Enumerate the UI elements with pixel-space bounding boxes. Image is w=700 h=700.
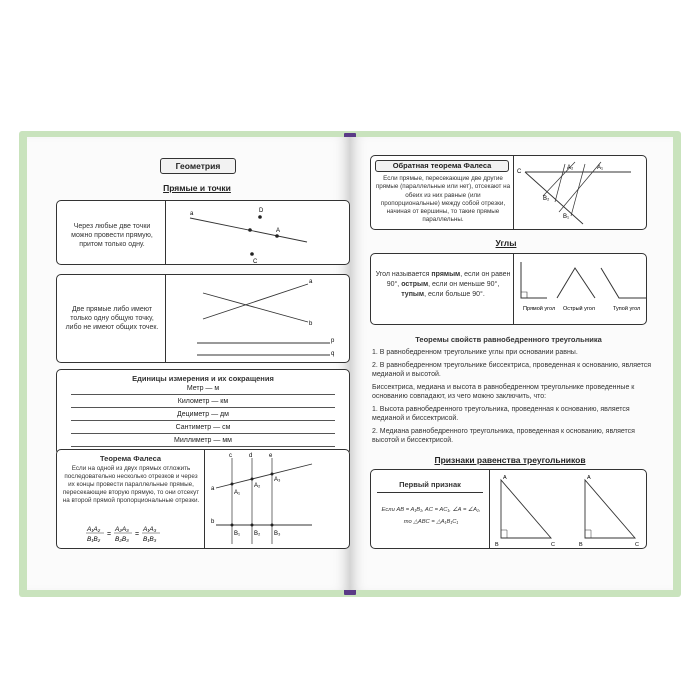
- label-c: C: [517, 169, 522, 175]
- vertex-label: B: [495, 542, 499, 548]
- formula-term: B₁B₃: [143, 536, 157, 543]
- svg-text:=: =: [107, 531, 112, 538]
- acute-angle-icon: [557, 268, 595, 298]
- label-c: c: [229, 453, 232, 459]
- formula-term: A₂A₃: [115, 526, 129, 533]
- label-a: a: [309, 279, 313, 285]
- unit-row: Дециметр — дм: [71, 409, 335, 421]
- unit-row: Километр — км: [71, 396, 335, 408]
- label-b2: B₂: [543, 196, 550, 202]
- isosceles-heading: Теоремы свойств равнобедренного треугольника: [415, 335, 602, 344]
- first-sign-condition: Если AB = A₁B₁, AC = AC₁, ∠A = ∠A₁,: [381, 507, 481, 513]
- label-b: b: [309, 321, 313, 327]
- label-b1: B₁: [234, 531, 241, 537]
- label-c: C: [253, 259, 258, 265]
- converse-thales-heading: Обратная теорема Фалеса: [375, 160, 509, 172]
- triangle-equality-heading: Признаки равенства треугольников: [434, 455, 586, 465]
- thales-heading: Теорема Фалеса: [99, 454, 162, 463]
- left-page: [27, 137, 350, 590]
- label-a2: A₂: [567, 165, 574, 171]
- angle-label: Острый угол: [563, 306, 595, 312]
- heading-underline: [377, 492, 483, 493]
- units-box: [56, 369, 350, 455]
- formula-term: B₂B₃: [115, 536, 129, 543]
- point-a: [275, 234, 279, 238]
- angles-text-part: , если больше 90°.: [424, 291, 485, 298]
- label-a: a: [190, 211, 194, 217]
- angles-text: [375, 270, 511, 300]
- thales-figure: [204, 450, 350, 550]
- angles-text-part: , если он меньше 90°,: [428, 281, 500, 288]
- first-sign-conclusion: то △ABC = △A₁B₁C₁: [403, 519, 459, 525]
- unit-row: Миллиметр — мм: [71, 435, 335, 447]
- axiom-1-text: Через любые две точки можно провести прямую, притом только одну.: [71, 223, 153, 248]
- vertex-label: A: [587, 475, 591, 481]
- formula-term: B₁B₂: [87, 536, 101, 543]
- thales-box: [56, 449, 350, 549]
- isosceles-point: 1. В равнобедренном треугольнике углы при основании равны.: [372, 349, 578, 356]
- axiom-box-1: [56, 200, 350, 265]
- angles-text-part: , если он равен 90°,: [386, 271, 511, 288]
- triangles-figure: [489, 470, 648, 550]
- converse-thales-figure: [513, 156, 648, 231]
- angles-box: [370, 253, 647, 325]
- label-A: A: [276, 228, 281, 234]
- point-b: [248, 228, 252, 232]
- line-b: [203, 293, 308, 322]
- obtuse-angle-icon: [601, 268, 647, 298]
- label-d: D: [259, 208, 264, 214]
- label-b: b: [211, 519, 215, 525]
- vertex-label: C: [635, 542, 639, 548]
- axiom-2-text: Две прямые либо имеют только одну общую точку, либо не имеют общих точек.: [65, 306, 159, 331]
- intersecting-parallel-lines-figure: [57, 275, 350, 364]
- line-a: [216, 464, 312, 488]
- right-page: [350, 137, 673, 590]
- units-heading: Единицы измерения и их сокращения: [132, 374, 274, 383]
- angle-label: Тупой угол: [613, 306, 641, 312]
- angles-heading: Углы: [495, 238, 517, 248]
- label-e: e: [269, 453, 273, 459]
- triangle-a1b1c1: [585, 480, 635, 538]
- label-a3: A₃: [274, 477, 281, 483]
- vertex-label: C: [551, 542, 555, 548]
- label-p: p: [331, 338, 335, 344]
- converse-thales-box: [370, 155, 647, 230]
- angles-text-part: Угол называется: [375, 271, 432, 278]
- right-angle-icon: [521, 262, 547, 298]
- page-title: Геометрия: [160, 158, 236, 174]
- formula-term: A₁A₃: [143, 526, 157, 533]
- isosceles-point: 2. В равнобедренном треугольнике биссектриса, проведенная к основанию, является медианой и высотой.: [372, 362, 652, 378]
- converse-thales-text: Если прямые, пересекающие две другие прямые (параллельные или нет), отсекают на обеих из них равные (или пропорциональные) между собой отрезки, начиная от вершины, то такие прямые параллельны.: [375, 175, 511, 224]
- label-a2: A₂: [254, 483, 261, 489]
- label-q: q: [331, 351, 335, 357]
- thales-formula: [57, 524, 204, 544]
- unit-row: Сантиметр — см: [71, 422, 335, 434]
- isosceles-point: Биссектриса, медиана и высота в равнобедренном треугольнике проведенные к основанию совпадают, из чего можно заключить, что:: [372, 384, 635, 400]
- svg-text:=: =: [135, 531, 140, 538]
- label-a1: A₁: [597, 165, 604, 171]
- first-sign-heading: Первый признак: [399, 480, 461, 489]
- vertex-label: A: [503, 475, 507, 481]
- isosceles-point: 2. Медиана равнобедренного треугольника, проведенная к основанию, является высотой и биссектрисой.: [372, 428, 635, 444]
- line-a: [203, 284, 308, 319]
- line-through-points-figure: [57, 201, 350, 266]
- isosceles-point: 1. Высота равнобедренного треугольника, проведенная к основанию, является медианой и биссектрисой.: [372, 406, 630, 422]
- first-sign-box: [370, 469, 647, 549]
- axiom-box-2: [56, 274, 350, 363]
- angle-label: Прямой угол: [523, 306, 556, 312]
- point-c: [250, 252, 254, 256]
- angles-figure: [513, 254, 648, 326]
- right-angle-term: прямым: [431, 271, 461, 278]
- label-b2: B₂: [254, 531, 261, 537]
- label-d: d: [249, 453, 253, 459]
- label-b3: B₃: [274, 531, 281, 537]
- formula-term: A₁A₂: [87, 526, 101, 533]
- thales-text: Если на одной из двух прямых отложить последовательно несколько отрезков и через их концы провести параллельные прямые, пересекающие вторую прямую, то они отсекут на второй прямой пропорциональные отрезки.: [62, 465, 200, 504]
- label-b1: B₁: [563, 214, 570, 220]
- label-a: a: [211, 486, 215, 492]
- point-d: [258, 215, 262, 219]
- acute-angle-term: острым: [401, 281, 429, 288]
- vertex-label: B: [579, 542, 583, 548]
- lines-points-heading: Прямые и точки: [163, 183, 231, 193]
- label-a1: A₁: [234, 490, 241, 496]
- obtuse-angle-term: тупым: [401, 291, 425, 298]
- triangle-abc: [501, 480, 551, 538]
- unit-row: Метр — м: [71, 383, 335, 395]
